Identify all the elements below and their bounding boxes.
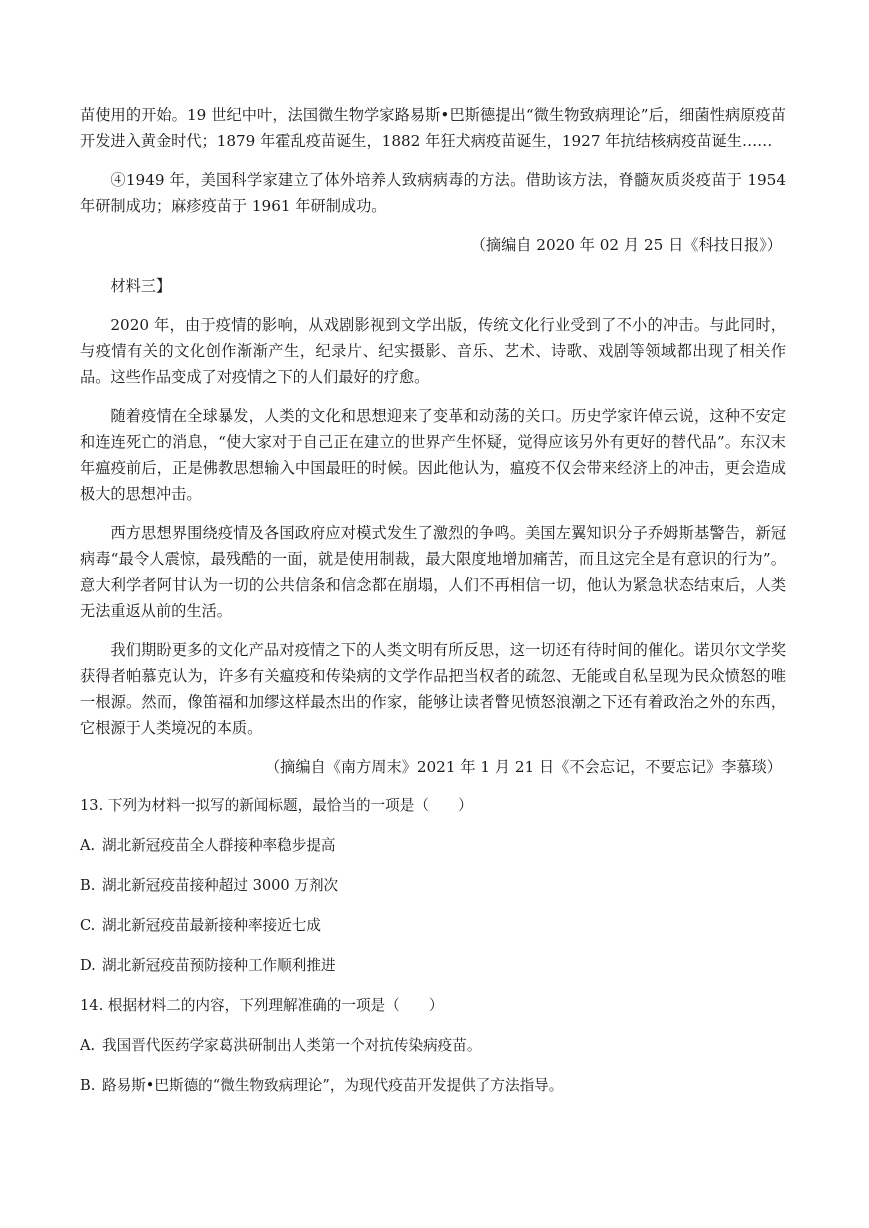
option-text: 湖北新冠疫苗全人群接种率稳步提高 bbox=[102, 837, 336, 854]
material3-paragraph-1: 2020 年，由于疫情的影响，从戏剧影视到文学出版，传统文化行业受到了不小的冲击。与此同时，与疫情有关的文化创作渐渐产生，纪录片、纪实摄影、音乐、艺术、诗歌、戏剧等领域都出现了相关作品。这些作品变成了对疫情之下的人们最好的疗愈。 bbox=[80, 316, 786, 386]
option-letter: B. bbox=[80, 877, 96, 894]
option-text: 路易斯•巴斯德的“微生物致病理论”，为现代疫苗开发提供了方法指导。 bbox=[102, 1077, 564, 1094]
material2-paragraph3-continued: 苗使用的开始。19 世纪中叶，法国微生物学家路易斯•巴斯德提出“微生物致病理论”后，细菌性病原疫苗开发进入黄金时代；1879 年霍乱疫苗诞生，1882 年狂犬病疫苗诞生，1927 年抗结核病疫苗诞生…… bbox=[80, 106, 786, 150]
material3-paragraph-2: 随着疫情在全球暴发，人类的文化和思想迎来了变革和动荡的关口。历史学家许倬云说，这种不安定和连连死亡的消息，“使大家对于自己正在建立的世界产生怀疑，觉得应该另外有更好的替代品”。东汉末年瘟疫前后，正是佛教思想输入中国最旺的时候。因此他认为，瘟疫不仅会带来经济上的冲击，更会造成极大的思想冲击。 bbox=[80, 407, 786, 503]
question-14-option-b bbox=[80, 1073, 786, 1099]
material2-paragraph4: ④1949 年，美国科学家建立了体外培养人致病病毒的方法。借助该方法，脊髓灰质炎疫苗于 1954 年研制成功；麻疹疫苗于 1961 年研制成功。 bbox=[80, 171, 786, 215]
option-text: 湖北新冠疫苗预防接种工作顺利推进 bbox=[102, 957, 336, 974]
question-13-option-c bbox=[80, 913, 786, 939]
question-13-stem: 13. 下列为材料一拟写的新闻标题，最恰当的一项是（ ） bbox=[80, 797, 473, 814]
material3-paragraph-3: 西方思想界围绕疫情及各国政府应对模式发生了激烈的争鸣。美国左翼知识分子乔姆斯基警告，新冠病毒“最令人震惊，最残酷的一面，就是使用制裁，最大限度地增加痛苦，而且这完全是有意识的行为”。意大利学者阿甘认为一切的公共信条和信念都在崩塌，人们不再相信一切，他认为紧急状态结束后，人类无法重返从前的生活。 bbox=[80, 524, 786, 620]
option-letter: C. bbox=[80, 917, 96, 934]
question-14-option-a bbox=[80, 1033, 786, 1059]
option-text: 湖北新冠疫苗接种超过 3000 万剂次 bbox=[102, 877, 339, 894]
question-13-option-a bbox=[80, 833, 786, 859]
question-14-stem: 14. 根据材料二的内容，下列理解准确的一项是（ ） bbox=[80, 997, 444, 1014]
option-letter: A. bbox=[80, 837, 96, 854]
question-13-option-d bbox=[80, 953, 786, 979]
option-letter: A. bbox=[80, 1037, 96, 1054]
document-page bbox=[80, 102, 786, 1099]
option-text: 我国晋代医药学家葛洪研制出人类第一个对抗传染病疫苗。 bbox=[102, 1037, 482, 1054]
option-text: 湖北新冠疫苗最新接种率接近七成 bbox=[102, 917, 321, 934]
material2-source: （摘编自 2020 年 02 月 25 日《科技日报》） bbox=[470, 236, 782, 254]
option-letter: B. bbox=[80, 1077, 96, 1094]
material3-source: （摘编自《南方周末》2021 年 1 月 21 日《不会忘记，不要忘记》李慕琰） bbox=[264, 758, 782, 776]
material3-heading: 材料三】 bbox=[110, 277, 172, 295]
question-13-option-b bbox=[80, 873, 786, 899]
option-letter: D. bbox=[80, 957, 96, 974]
material3-paragraph-4: 我们期盼更多的文化产品对疫情之下的人类文明有所反思，这一切还有待时间的催化。诺贝尔文学奖获得者帕慕克认为，许多有关瘟疫和传染病的文学作品把当权者的疏忽、无能或自私呈现为民众愤怒的唯一根源。然而，像笛福和加缪这样最杰出的作家，能够让读者瞥见愤怒浪潮之下还有着政治之外的东西，它根源于人类境况的本质。 bbox=[80, 641, 786, 737]
